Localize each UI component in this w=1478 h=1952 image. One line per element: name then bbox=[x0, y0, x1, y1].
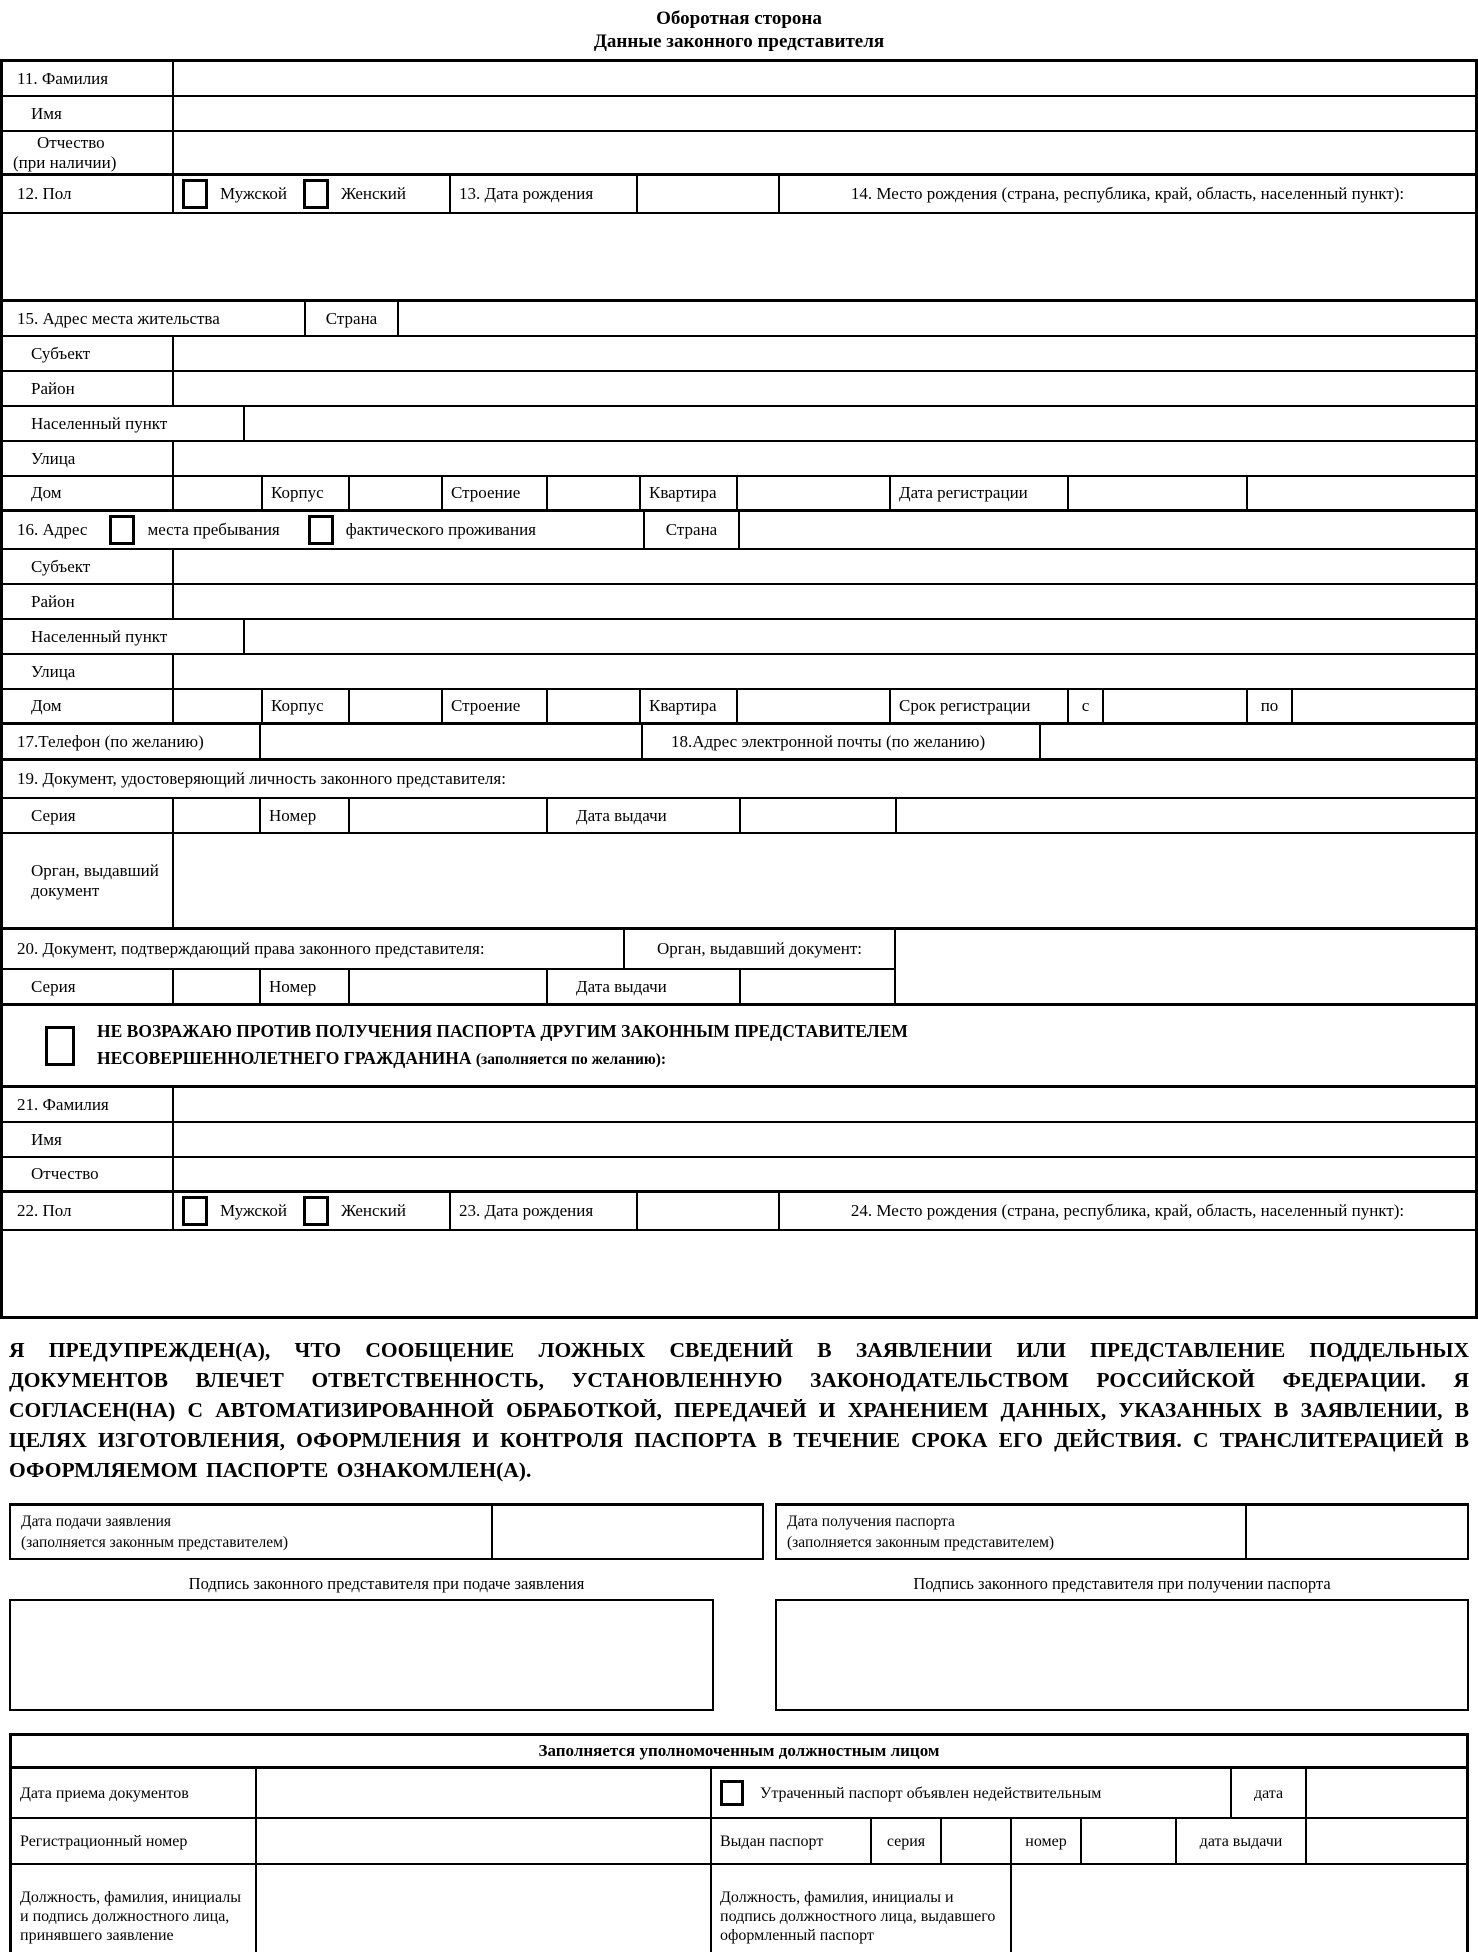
other-sex-label: 22. Пол bbox=[3, 1193, 174, 1229]
birth-date-input[interactable] bbox=[638, 176, 780, 212]
stay-street-input[interactable] bbox=[174, 655, 1475, 688]
identity-issue-extra-input[interactable] bbox=[897, 799, 1475, 832]
row-official-signatures bbox=[12, 1865, 1466, 1952]
row-official-dates bbox=[12, 1769, 1466, 1819]
date-blocks bbox=[9, 1503, 1469, 1711]
side-title: Оборотная сторона bbox=[656, 8, 822, 29]
other-male-checkbox[interactable] bbox=[182, 1196, 208, 1226]
authority-doc-left bbox=[3, 930, 896, 1003]
registration-date-extra-input[interactable] bbox=[1248, 477, 1475, 509]
lost-passport-checkbox[interactable] bbox=[720, 1780, 744, 1806]
residence-structure-label: Строение bbox=[443, 477, 548, 509]
issued-official-label: Должность, фамилия, инициалы и подпись должностного лица, выдавшего оформленный паспорт bbox=[712, 1865, 1012, 1952]
lost-date-label: дата bbox=[1232, 1769, 1307, 1817]
row-residence-street bbox=[3, 442, 1475, 477]
stay-settlement-input[interactable] bbox=[245, 620, 1475, 653]
stay-house-label: Дом bbox=[3, 690, 174, 722]
sex-label: 12. Пол bbox=[3, 176, 174, 212]
residence-address-label: 15. Адрес места жительства bbox=[3, 302, 306, 335]
other-birth-date-input[interactable] bbox=[638, 1193, 780, 1229]
registration-term-label: Срок регистрации bbox=[891, 690, 1069, 722]
phone-label: 17.Телефон (по желанию) bbox=[3, 725, 261, 758]
residence-subject-input[interactable] bbox=[174, 337, 1475, 370]
other-patronymic-label: Отчество bbox=[3, 1158, 174, 1190]
surname-input[interactable] bbox=[174, 62, 1475, 95]
actual-option-label: фактического проживания bbox=[345, 520, 536, 539]
identity-series-label: Серия bbox=[3, 799, 174, 832]
official-table bbox=[9, 1733, 1469, 1952]
registration-date-label: Дата регистрации bbox=[891, 477, 1069, 509]
patronymic-input[interactable] bbox=[174, 132, 1475, 173]
other-female-checkbox[interactable] bbox=[303, 1196, 329, 1226]
other-surname-input[interactable] bbox=[174, 1088, 1475, 1121]
stay-house-input[interactable] bbox=[174, 690, 263, 722]
row-surname bbox=[3, 62, 1475, 97]
authority-doc-authority-label: Орган, выдавший документ: bbox=[656, 939, 863, 958]
row-authority-doc bbox=[3, 930, 1475, 1006]
row-official-numbers bbox=[12, 1819, 1466, 1865]
name-input[interactable] bbox=[174, 97, 1475, 130]
residence-house-input[interactable] bbox=[174, 477, 263, 509]
stay-apartment-label: Квартира bbox=[641, 690, 738, 722]
row-residence-district bbox=[3, 372, 1475, 407]
email-label: 18.Адрес электронной почты (по желанию) bbox=[643, 725, 1041, 758]
residence-district-label: Район bbox=[3, 372, 174, 405]
submission-column bbox=[9, 1503, 764, 1711]
submission-signature-caption: Подпись законного представителя при подаче заявления bbox=[188, 1574, 585, 1593]
row-residence-subject bbox=[3, 337, 1475, 372]
stay-structure-label: Строение bbox=[443, 690, 548, 722]
passport-number-input[interactable] bbox=[1082, 1819, 1177, 1863]
row-residence-address bbox=[3, 302, 1475, 337]
receipt-date-block bbox=[775, 1503, 1469, 1560]
term-to-label: по bbox=[1248, 690, 1293, 722]
row-identity-authority bbox=[3, 834, 1475, 930]
stay-structure-input[interactable] bbox=[548, 690, 641, 722]
authority-number-input[interactable] bbox=[350, 970, 548, 1003]
other-birth-place-input[interactable] bbox=[3, 1231, 1475, 1316]
authority-doc-authority-input[interactable] bbox=[896, 930, 1475, 1003]
receipt-date-input[interactable] bbox=[1247, 1506, 1467, 1558]
email-input[interactable] bbox=[1041, 725, 1475, 758]
stay-apartment-input[interactable] bbox=[738, 690, 891, 722]
reg-number-input[interactable] bbox=[257, 1819, 712, 1863]
stay-subject-input[interactable] bbox=[174, 550, 1475, 583]
reg-number-label: Регистрационный номер bbox=[12, 1819, 257, 1863]
residence-district-input[interactable] bbox=[174, 372, 1475, 405]
row-patronymic bbox=[3, 132, 1475, 176]
stay-subject-label: Субъект bbox=[3, 550, 174, 583]
row-sex-birthdate bbox=[3, 176, 1475, 214]
docs-date-label: Дата приема документов bbox=[12, 1769, 257, 1817]
lost-passport-cell bbox=[712, 1769, 1232, 1817]
identity-issue-date-input[interactable] bbox=[741, 799, 897, 832]
identity-authority-label: Орган, выдавший документ bbox=[3, 834, 174, 927]
page-header bbox=[0, 0, 1478, 53]
warning-paragraph: Я ПРЕДУПРЕЖДЕН(А), ЧТО СООБЩЕНИЕ ЛОЖНЫХ СВЕДЕНИЙ В ЗАЯВЛЕНИИ ИЛИ ПРЕДСТАВЛЕНИЕ ПОДДЕЛЬНЫХ ДОКУМЕНТОВ ВЛЕЧЕТ ОТВЕТСТВЕННОСТЬ, УСТАНОВЛЕННУЮ ЗАКОНОДАТЕЛЬСТВОМ РОССИЙСКОЙ ФЕДЕРАЦИИ. Я СОГЛАСЕН(НА) С АВТОМАТИЗИРОВАННОЙ ОБРАБОТКОЙ, ПЕРЕДАЧЕЙ И ХРАНЕНИЕМ ДАННЫХ, УКАЗАННЫХ В ЗАЯВЛЕНИИ, В ЦЕЛЯХ ИЗГОТОВЛЕНИЯ, ОФОРМЛЕНИЯ И КОНТРОЛЯ ПАСПОРТА В ТЕЧЕНИЕ СРОКА ЕГО ДЕЙСТВИЯ. С ТРАНСЛИТЕРАЦИЕЙ В ОФОРМЛЯЕМОМ ПАСПОРТЕ ОЗНАКОМЛЕН(А). bbox=[9, 1338, 1469, 1482]
surname-label: 11. Фамилия bbox=[3, 62, 174, 95]
residence-structure-input[interactable] bbox=[548, 477, 641, 509]
residence-apartment-label: Квартира bbox=[641, 477, 738, 509]
male-checkbox[interactable] bbox=[182, 179, 208, 209]
residence-country-input[interactable] bbox=[399, 302, 1475, 335]
birth-place-input[interactable] bbox=[3, 214, 1475, 299]
issued-passport-label: Выдан паспорт bbox=[712, 1819, 872, 1863]
submission-date-label: Дата подачи заявления (заполняется законным представителем) bbox=[11, 1506, 493, 1558]
stay-street-label: Улица bbox=[3, 655, 174, 688]
male-label: Мужской bbox=[220, 184, 287, 203]
authority-doc-header: 20. Документ, подтверждающий права законного представителя: bbox=[3, 930, 625, 968]
row-other-birth-place-input bbox=[3, 1231, 1475, 1316]
name-label: Имя bbox=[3, 97, 174, 130]
identity-series-input[interactable] bbox=[174, 799, 261, 832]
receipt-column bbox=[775, 1503, 1469, 1711]
term-from-input[interactable] bbox=[1104, 690, 1248, 722]
registration-date-input[interactable] bbox=[1069, 477, 1248, 509]
term-to-input[interactable] bbox=[1293, 690, 1475, 722]
identity-authority-input[interactable] bbox=[174, 834, 1475, 927]
authority-series-input[interactable] bbox=[174, 970, 261, 1003]
row-residence-house bbox=[3, 477, 1475, 512]
residence-street-label: Улица bbox=[3, 442, 174, 475]
stay-district-label: Район bbox=[3, 585, 174, 618]
birth-date-label: 13. Дата рождения bbox=[451, 176, 638, 212]
receipt-signature-box[interactable] bbox=[775, 1599, 1469, 1711]
row-identity-doc-fields bbox=[3, 799, 1475, 834]
residence-settlement-label: Населенный пункт bbox=[3, 407, 245, 440]
identity-number-input[interactable] bbox=[350, 799, 548, 832]
lost-passport-label: Утраченный паспорт объявлен недействительным bbox=[760, 1784, 1102, 1802]
row-identity-doc-header bbox=[3, 761, 1475, 799]
other-surname-label: 21. Фамилия bbox=[3, 1088, 174, 1121]
authority-issue-date-label: Дата выдачи bbox=[548, 970, 741, 1003]
consent-text: НЕ ВОЗРАЖАЮ ПРОТИВ ПОЛУЧЕНИЯ ПАСПОРТА ДРУГИМ ЗАКОННЫМ ПРЕДСТАВИТЕЛЕМ НЕСОВЕРШЕННОЛЕТНЕГО ГРАЖДАНИНА (заполняется по желанию): bbox=[97, 1021, 908, 1068]
female-label: Женский bbox=[340, 184, 406, 203]
consent-checkbox[interactable] bbox=[45, 1026, 75, 1066]
submission-date-block bbox=[9, 1503, 764, 1560]
residence-building-input[interactable] bbox=[350, 477, 443, 509]
row-name bbox=[3, 97, 1475, 132]
other-female-label: Женский bbox=[340, 1201, 406, 1220]
residence-building-label: Корпус bbox=[263, 477, 350, 509]
authority-issue-date-input[interactable] bbox=[741, 970, 894, 1003]
row-other-surname bbox=[3, 1088, 1475, 1123]
actual-option-checkbox[interactable] bbox=[308, 515, 334, 545]
submission-signature-box[interactable] bbox=[9, 1599, 714, 1711]
stay-building-input[interactable] bbox=[350, 690, 443, 722]
passport-series-label: серия bbox=[872, 1819, 942, 1863]
residence-subject-label: Субъект bbox=[3, 337, 174, 370]
residence-apartment-input[interactable] bbox=[738, 477, 891, 509]
stay-country-input[interactable] bbox=[740, 512, 1475, 548]
stay-option-label: места пребывания bbox=[147, 520, 280, 539]
stay-option-checkbox[interactable] bbox=[109, 515, 135, 545]
row-stay-address bbox=[3, 512, 1475, 550]
accepted-official-label: Должность, фамилия, инициалы и подпись должностного лица, принявшего заявление bbox=[12, 1865, 257, 1952]
stay-address-label: 16. Адрес bbox=[17, 520, 88, 539]
lost-date-input[interactable] bbox=[1307, 1769, 1466, 1817]
issued-official-input[interactable] bbox=[1012, 1865, 1466, 1952]
other-male-label: Мужской bbox=[220, 1201, 287, 1220]
section-title: Данные законного представителя bbox=[593, 31, 885, 52]
other-birth-place-label: 24. Место рождения (страна, республика, край, область, населенный пункт): bbox=[850, 1201, 1405, 1220]
phone-input[interactable] bbox=[261, 725, 643, 758]
stay-settlement-label: Населенный пункт bbox=[3, 620, 245, 653]
row-contacts bbox=[3, 725, 1475, 761]
row-authority-doc-header bbox=[3, 930, 894, 970]
row-authority-doc-fields bbox=[3, 970, 894, 1003]
residence-settlement-input[interactable] bbox=[245, 407, 1475, 440]
row-other-name bbox=[3, 1123, 1475, 1158]
female-checkbox[interactable] bbox=[303, 179, 329, 209]
docs-date-input[interactable] bbox=[257, 1769, 712, 1817]
official-header: Заполняется уполномоченным должностным лицом bbox=[12, 1736, 1466, 1769]
row-stay-district bbox=[3, 585, 1475, 620]
row-stay-house bbox=[3, 690, 1475, 725]
authority-number-label: Номер bbox=[261, 970, 350, 1003]
passport-issue-date-input[interactable] bbox=[1307, 1819, 1466, 1863]
term-from-label: с bbox=[1069, 690, 1104, 722]
row-other-sex-birthdate bbox=[3, 1193, 1475, 1231]
row-other-patronymic bbox=[3, 1158, 1475, 1193]
authority-series-label: Серия bbox=[3, 970, 174, 1003]
row-residence-settlement bbox=[3, 407, 1475, 442]
receipt-date-label: Дата получения паспорта (заполняется законным представителем) bbox=[777, 1506, 1247, 1558]
row-stay-settlement bbox=[3, 620, 1475, 655]
other-birth-date-label: 23. Дата рождения bbox=[451, 1193, 638, 1229]
birth-place-label: 14. Место рождения (страна, республика, край, область, населенный пункт): bbox=[850, 184, 1405, 203]
passport-series-input[interactable] bbox=[942, 1819, 1012, 1863]
stay-address-options bbox=[3, 512, 645, 548]
other-name-input[interactable] bbox=[174, 1123, 1475, 1156]
stay-country-label: Страна bbox=[645, 512, 740, 548]
accepted-official-input[interactable] bbox=[257, 1865, 712, 1952]
passport-number-label: номер bbox=[1012, 1819, 1082, 1863]
residence-country-label: Страна bbox=[306, 302, 399, 335]
row-birth-place-input bbox=[3, 214, 1475, 302]
identity-number-label: Номер bbox=[261, 799, 350, 832]
sex-options bbox=[174, 176, 451, 212]
row-stay-street bbox=[3, 655, 1475, 690]
receipt-signature-caption: Подпись законного представителя при получении паспорта bbox=[913, 1574, 1331, 1593]
passport-issue-date-label: дата выдачи bbox=[1177, 1819, 1307, 1863]
row-stay-subject bbox=[3, 550, 1475, 585]
residence-house-label: Дом bbox=[3, 477, 174, 509]
identity-doc-header: 19. Документ, удостоверяющий личность законного представителя: bbox=[17, 769, 506, 788]
other-name-label: Имя bbox=[3, 1123, 174, 1156]
residence-street-input[interactable] bbox=[174, 442, 1475, 475]
other-patronymic-input[interactable] bbox=[174, 1158, 1475, 1190]
other-sex-options bbox=[174, 1193, 451, 1229]
identity-issue-date-label: Дата выдачи bbox=[548, 799, 741, 832]
stay-district-input[interactable] bbox=[174, 585, 1475, 618]
main-form-table bbox=[0, 59, 1478, 1319]
row-consent bbox=[3, 1006, 1475, 1088]
submission-date-input[interactable] bbox=[493, 1506, 762, 1558]
patronymic-label: Отчество (при наличии) bbox=[3, 132, 174, 173]
stay-building-label: Корпус bbox=[263, 690, 350, 722]
